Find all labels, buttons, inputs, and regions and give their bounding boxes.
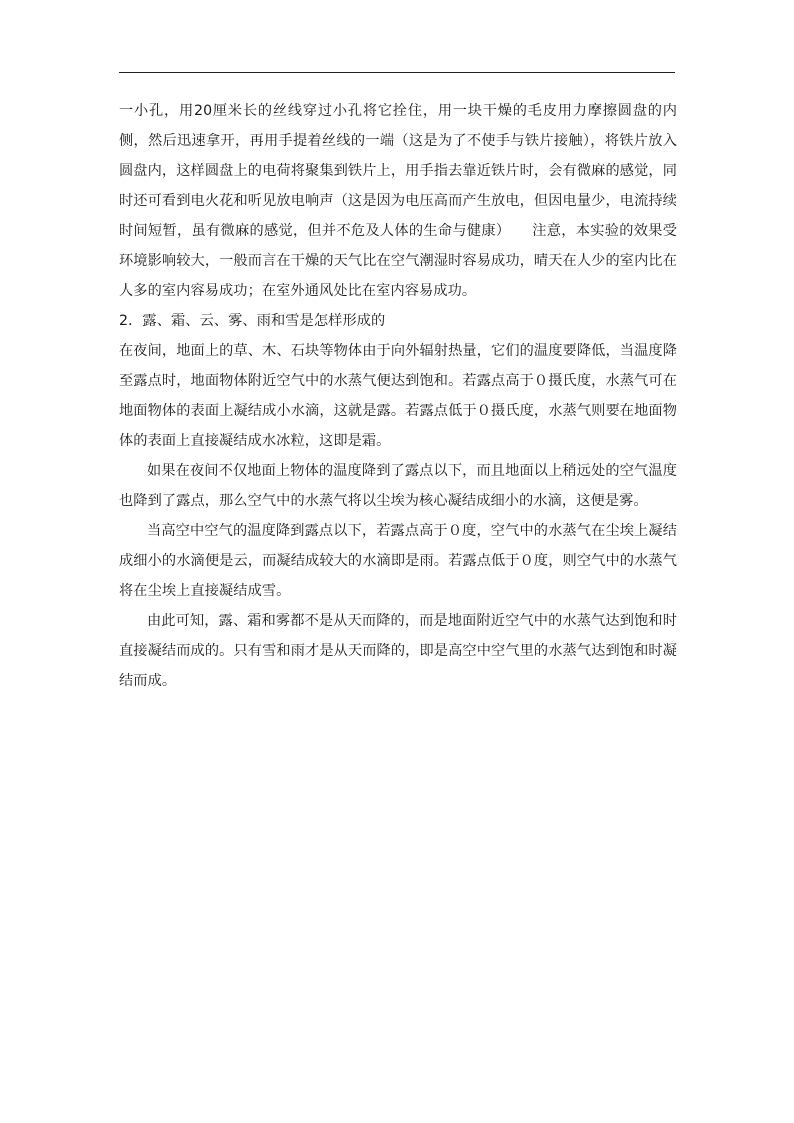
document-body [119,96,677,696]
header-rule [119,72,675,73]
paragraph-conclusion: 由此可知，露、霜和雾都不是从天而降的，而是地面附近空气中的水蒸气达到饱和时直接凝结而成的。只有雪和雨才是从天而降的，即是高空中空气里的水蒸气达到饱和时凝结而成。 [119,613,677,689]
section-heading-weather-formation: 2．露、霜、云、雾、雨和雪是怎样形成的 [119,313,386,329]
paragraph-fog: 如果在夜间不仅地面上物体的温度降到了露点以下，而且地面以上稍远处的空气温度也降到了露点，那么空气中的水蒸气将以尘埃为核心凝结成细小的水滴，这便是雾。 [119,463,677,509]
paragraph-cloud-rain-snow: 当高空中空气的温度降到露点以下，若露点高于０度，空气中的水蒸气在尘埃上凝结成细小的水滴便是云，而凝结成较大的水滴即是雨。若露点低于０度，则空气中的水蒸气将在尘埃上直接凝结成雪。 [119,523,677,599]
paragraph-electrophorus-experiment: 一小孔，用20厘米长的丝线穿过小孔将它拴住，用一块干燥的毛皮用力摩擦圆盘的内侧，然后迅速拿开，再用手提着丝线的一端（这是为了不使手与铁片接触），将铁片放入圆盘内，这样圆盘上的电荷将聚集到铁片上，用手指去靠近铁片时，会有微麻的感觉，同时还可看到电火花和听见放电响声（这是因为电压高而产生放电，但因电量少，电流持续时间短暂，虽有微麻的感觉，但并不危及人体的生命与健康） 注意，本实验的效果受环境影响较大，一般而言在干燥的天气比在空气潮湿时容易成功，晴天在人少的室内比在人多的室内容易成功；在室外通风处比在室内容易成功。 [119,103,677,299]
paragraph-dew-frost: 在夜间，地面上的草、木、石块等物体由于向外辐射热量，它们的温度要降低，当温度降至露点时，地面物体附近空气中的水蒸气便达到饱和。若露点高于０摄氏度，水蒸气可在地面物体的表面上凝结成小水滴，这就是露。若露点低于０摄氏度，水蒸气则要在地面物体的表面上直接凝结成水冰粒，这即是霜。 [119,343,677,449]
